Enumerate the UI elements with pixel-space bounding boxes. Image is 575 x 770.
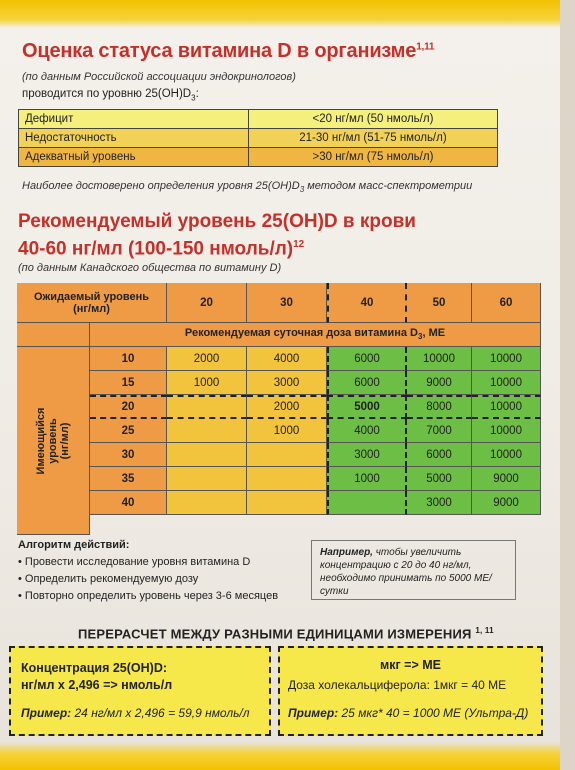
dose-cell: 3000: [407, 491, 472, 515]
dose-cell: 3000: [327, 443, 407, 467]
current-level-value: 30: [90, 443, 167, 467]
algorithm-block: [18, 537, 278, 605]
dose-cell: [167, 395, 247, 419]
current-level-value: 35: [90, 467, 167, 491]
dose-cell: 8000: [407, 395, 472, 419]
status-row: [19, 129, 498, 148]
algorithm-step: • Повторно определить уровень через 3-6 месяцев: [18, 590, 279, 602]
dose-cell: 10000: [472, 371, 541, 395]
dose-cell: 6000: [327, 347, 407, 371]
dose-cell: 6000: [407, 443, 472, 467]
concentration-conversion-box: Концентрация 25(OH)D: нг/мл х 2,496 => нмоль/л Пример: 24 нг/мл х 2,496 = 59,9 нмоль/л: [9, 646, 271, 736]
dose-cell: 9000: [472, 467, 541, 491]
dose-cell: 9000: [407, 371, 472, 395]
status-value: <20 нг/мл (50 нмоль/л): [248, 110, 497, 129]
status-value: 21-30 нг/мл (51-75 нмоль/л): [248, 129, 497, 148]
status-row: [19, 148, 498, 167]
method-note: Наиболее достоверено определения уровня $25(OH)D_3$ методом масс-спектрометрии: [22, 180, 473, 195]
status-label: Адекватный уровень: [19, 148, 249, 167]
dose-cell: 4000: [247, 347, 327, 371]
expected-level-value: 40: [327, 283, 407, 323]
dose-cell: 10000: [472, 443, 541, 467]
page-edge: [560, 0, 575, 770]
dose-cell: 2000: [167, 347, 247, 371]
dose-cell: 10000: [472, 419, 541, 443]
dose-cell: 10000: [472, 395, 541, 419]
status-row: [19, 110, 498, 129]
top-yellow-band: [0, 0, 575, 28]
dose-cell: 5000: [407, 467, 472, 491]
dose-cell: [327, 491, 407, 515]
assessment-source: (по данным Российской ассоциации эндокринологов): [22, 71, 296, 83]
expected-level-value: 30: [247, 283, 327, 323]
expected-level-value: 60: [472, 283, 541, 323]
assessment-title: Оценка статуса витамина D в организме$^{1,11}$: [22, 40, 435, 62]
dose-cell: [167, 467, 247, 491]
current-level-value: 20: [90, 395, 167, 419]
dose-cell: 3000: [247, 371, 327, 395]
dose-cell: 5000: [327, 395, 407, 419]
recommended-source: (по данным Канадского общества по витамину D): [18, 262, 282, 274]
current-level-header: Имеющийся уровень (нг/мл): [17, 347, 90, 535]
dose-cell: 4000: [327, 419, 407, 443]
dose-cell: 9000: [472, 491, 541, 515]
assessment-measured: проводится по уровню $25(OH)D_3$:: [22, 88, 199, 103]
dose-cell: 2000: [247, 395, 327, 419]
bottom-yellow-band: [0, 742, 575, 770]
expected-level-header: Ожидаемый уровень (нг/мл): [17, 283, 167, 323]
dose-cell: [167, 443, 247, 467]
dose-cell: 7000: [407, 419, 472, 443]
expected-level-value: 50: [407, 283, 472, 323]
dose-cell: [167, 491, 247, 515]
dose-cell: 1000: [167, 371, 247, 395]
dose-cell: 1000: [247, 419, 327, 443]
current-level-value: 10: [90, 347, 167, 371]
conversion-title: ПЕРЕРАСЧЕТ МЕЖДУ РАЗНЫМИ ЕДИНИЦАМИ ИЗМЕРЕНИЯ $^{1, 11}$: [78, 626, 494, 642]
recommended-title: Рекомендуемый уровень 25(OH)D в крови 40-60 нг/мл (100-150 нмоль/л)$^{12}$: [18, 211, 416, 260]
example-note: Например, чтобы увеличить концентрацию с 20 до 40 нг/мл, необходимо принимать по 5000 МЕ/сутки: [311, 540, 516, 600]
dose-cell: 10000: [472, 347, 541, 371]
current-level-value: 15: [90, 371, 167, 395]
status-label: Дефицит: [19, 110, 249, 129]
current-level-value: 40: [90, 491, 167, 515]
dose-header: Рекомендуемая суточная доза витамина $D_3$, МЕ: [90, 323, 541, 347]
dose-conversion-box: мкг => МЕ Доза холекальциферола: 1мкг = 40 МЕ Пример: 25 мкг* 40 = 1000 МЕ (Ультра-Д): [278, 646, 543, 736]
status-label: Недостаточность: [19, 129, 249, 148]
expected-level-value: 20: [167, 283, 247, 323]
dose-cell: [247, 467, 327, 491]
status-table: [18, 109, 498, 167]
dose-table: [17, 283, 541, 535]
algorithm-step: • Определить рекомендуемую дозу: [18, 573, 199, 585]
dose-cell: [247, 443, 327, 467]
algorithm-title: Алгоритм действий:: [18, 539, 130, 551]
dose-cell: [167, 419, 247, 443]
dose-cell: 6000: [327, 371, 407, 395]
current-level-value: 25: [90, 419, 167, 443]
dose-cell: [247, 491, 327, 515]
dose-cell: 10000: [407, 347, 472, 371]
dose-cell: 1000: [327, 467, 407, 491]
status-value: >30 нг/мл (75 нмоль/л): [248, 148, 497, 167]
header-spacer: [17, 323, 90, 347]
algorithm-step: • Провести исследование уровня витамина D: [18, 556, 251, 568]
